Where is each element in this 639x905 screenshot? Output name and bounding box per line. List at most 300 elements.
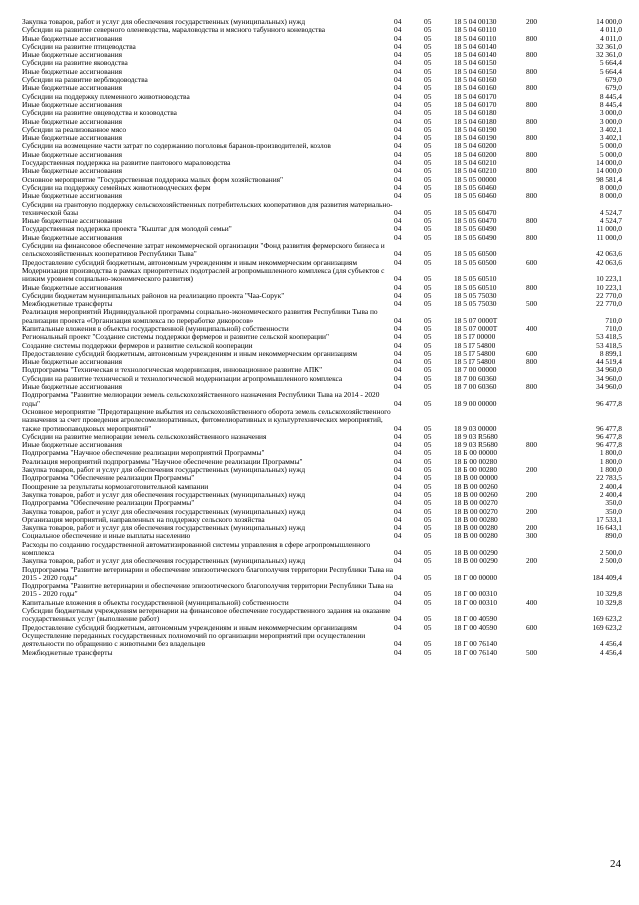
row-section-cell: 04 (394, 482, 402, 491)
row-subsection-cell: 05 (424, 515, 432, 524)
row-name-cell: Капитальные вложения в объекты государственной (муниципальной) собственности (22, 324, 289, 333)
row-name-cell: Иные бюджетные ассигнования (22, 283, 123, 292)
row-expense-type-cell (526, 449, 556, 457)
row-subsection-cell: 05 (424, 449, 432, 458)
row-name-cell: Субсидии бюджетам муниципальных районов на реализацию проекта "Чаа-Сорук" (22, 291, 285, 300)
row-target-article-cell: 18 5 04 00130 (454, 18, 497, 26)
row-section-cell: 04 (394, 341, 402, 350)
table-row (22, 234, 622, 242)
row-name-cell: Иные бюджетные ассигнования (22, 100, 123, 109)
row-expense-type-cell: 400 (526, 598, 538, 607)
table-row (22, 292, 622, 300)
row-target-article-cell: 18 В 00 00280 (454, 532, 498, 541)
row-target-article-cell: 18 Г 00 00310 (454, 589, 498, 599)
row-amount-cell: 10 223,1 (596, 283, 622, 292)
row-amount-cell: 11 000,0 (596, 233, 622, 242)
row-section-cell: 04 (394, 183, 402, 192)
row-amount-cell: 4 011,0 (600, 34, 622, 43)
row-target-article-cell: 18 В 00 00290 (454, 557, 498, 566)
table-row (22, 176, 622, 184)
row-target-article-cell: 18 Б 00 00280 (454, 466, 498, 475)
row-target-article-cell: 18 5 05 60500 (454, 258, 497, 267)
row-section-cell: 04 (394, 100, 402, 109)
row-subsection-cell: 05 (424, 524, 432, 533)
row-name-cell: Закупка товаров, работ и услуг для обеспечения государственных (муниципальных) нужд (22, 557, 306, 566)
row-name-cell: Организация мероприятий, направленных на поддержку сельского хозяйства (22, 515, 265, 524)
row-section-cell: 04 (394, 614, 402, 624)
row-amount-cell: 8 000,0 (599, 192, 622, 201)
table-row (22, 184, 622, 192)
row-amount-cell: 22 770,0 (596, 291, 622, 300)
row-expense-type-cell: 800 (526, 134, 538, 143)
row-name-cell: Субсидии на развитие мелиорации земель сельскохозяйственного назначения (22, 432, 267, 441)
row-expense-type-cell: 500 (526, 300, 538, 309)
row-subsection-cell: 05 (424, 324, 432, 333)
row-subsection-cell: 05 (424, 457, 432, 466)
table-row (22, 582, 622, 599)
row-amount-cell: 34 960,0 (596, 383, 622, 392)
row-target-article-cell: 18 5 07 0000Т (454, 324, 498, 333)
row-section-cell: 04 (394, 441, 402, 450)
row-subsection-cell: 05 (424, 557, 432, 566)
row-name-cell: Осуществление переданных государственных полномочий по организации мероприятий при осуществлении деятельности по обращению с животными без владельцев (22, 631, 366, 649)
table-row (22, 192, 622, 200)
row-target-article-cell: 18 5 05 60500 (454, 249, 497, 259)
row-target-article-cell: 18 9 03 00000 (454, 423, 497, 433)
row-section-cell: 04 (394, 159, 402, 168)
row-amount-cell: 350,0 (605, 507, 622, 516)
row-name-cell: Закупка товаров, работ и услуг для обеспечения государственных (муниципальных) нужд (22, 507, 306, 516)
row-expense-type-cell: 800 (526, 100, 538, 109)
row-amount-cell: 2 400,4 (599, 490, 622, 499)
row-name-cell: Иные бюджетные ассигнования (22, 383, 123, 392)
row-target-article-cell: 18 В 00 00000 (454, 474, 498, 483)
table-row (22, 167, 622, 175)
row-amount-cell: 14 000,0 (596, 18, 622, 26)
table-row (22, 126, 622, 134)
row-amount-cell: 679,0 (605, 76, 622, 85)
row-subsection-cell: 05 (424, 84, 432, 93)
row-section-cell: 04 (394, 466, 402, 475)
row-target-article-cell: 18 5 05 75030 (454, 300, 497, 309)
row-amount-cell: 350,0 (605, 499, 622, 508)
row-name-cell: Субсидии на развитие верблюдоводства (22, 76, 148, 85)
table-row (22, 300, 622, 308)
row-subsection-cell: 05 (424, 432, 432, 441)
row-section-cell: 04 (394, 142, 402, 151)
row-expense-type-cell (526, 408, 556, 433)
row-section-cell: 04 (394, 59, 402, 68)
row-subsection-cell: 05 (424, 366, 432, 375)
row-amount-cell: 32 361,0 (596, 51, 622, 60)
row-section-cell: 04 (394, 84, 402, 93)
table-row (22, 391, 622, 408)
row-section-cell: 04 (394, 34, 402, 43)
row-target-article-cell: 18 Г 00 76140 (454, 639, 498, 649)
table-row (22, 408, 622, 433)
table-row (22, 51, 622, 59)
row-target-article-cell: 18 В 00 00290 (454, 548, 498, 557)
row-target-article-cell: 18 9 03 R5680 (454, 441, 498, 450)
row-name-cell: Иные бюджетные ассигнования (22, 117, 123, 126)
row-subsection-cell: 05 (424, 639, 432, 649)
row-subsection-cell: 05 (424, 134, 432, 143)
row-amount-cell: 4 524,7 (599, 207, 622, 217)
row-target-article-cell: 18 5 I7 54800 (454, 341, 496, 350)
row-expense-type-cell (526, 176, 556, 184)
row-expense-type-cell (526, 516, 556, 524)
row-expense-type-cell (526, 308, 556, 325)
row-expense-type-cell (526, 366, 556, 374)
row-amount-cell: 34 960,0 (596, 366, 622, 375)
row-amount-cell: 10 329,8 (596, 589, 622, 599)
row-subsection-cell: 05 (424, 507, 432, 516)
row-name-cell: Подпрограмма "Развитие ветеринарии и обеспечение эпизоотического благополучия территории Республики Тыва на 2015 - 2020 годы" (22, 565, 394, 582)
row-expense-type-cell (526, 541, 556, 558)
row-subsection-cell: 05 (424, 374, 432, 383)
row-section-cell: 04 (394, 548, 402, 557)
row-name-cell: Субсидии на поддержку племенного животноводства (22, 92, 190, 101)
row-amount-cell: 14 000,0 (596, 167, 622, 176)
table-row (22, 118, 622, 126)
row-section-cell: 04 (394, 398, 402, 408)
row-section-cell: 04 (394, 249, 402, 259)
row-amount-cell: 17 533,1 (596, 515, 622, 524)
row-section-cell: 04 (394, 333, 402, 342)
row-expense-type-cell: 600 (526, 258, 538, 267)
row-amount-cell: 44 519,4 (596, 358, 622, 367)
row-amount-cell: 4 456,4 (599, 648, 622, 657)
row-section-cell: 04 (394, 283, 402, 292)
table-row (22, 342, 622, 350)
row-section-cell: 04 (394, 109, 402, 118)
row-expense-type-cell (526, 109, 556, 117)
budget-table-body (22, 18, 622, 657)
row-subsection-cell: 05 (424, 274, 432, 284)
row-name-cell: Иные бюджетные ассигнования (22, 233, 123, 242)
row-name-cell: Закупка товаров, работ и услуг для обеспечения государственных (муниципальных) нужд (22, 18, 306, 26)
row-section-cell: 04 (394, 572, 402, 582)
row-subsection-cell: 05 (424, 34, 432, 43)
row-section-cell: 04 (394, 557, 402, 566)
table-row (22, 101, 622, 109)
row-target-article-cell: 18 5 04 60200 (454, 150, 497, 159)
row-expense-type-cell: 200 (526, 507, 538, 516)
table-row (22, 84, 622, 92)
row-amount-cell: 710,0 (605, 315, 622, 325)
row-amount-cell: 5 000,0 (599, 142, 622, 151)
row-amount-cell: 1 800,0 (599, 457, 622, 466)
row-amount-cell: 4 456,4 (599, 639, 622, 649)
row-target-article-cell: 18 5 04 60190 (454, 125, 497, 134)
row-amount-cell: 22 783,5 (596, 474, 622, 483)
row-expense-type-cell: 200 (526, 466, 538, 475)
row-amount-cell: 5 664,4 (599, 67, 622, 76)
row-name-cell: Предоставление субсидий бюджетным, автономным учреждениям и иным некоммерческим организациям (22, 258, 358, 267)
row-name-cell: Государственная поддержка на развитие пантового мараловодства (22, 159, 231, 168)
table-row (22, 267, 622, 284)
row-subsection-cell: 05 (424, 598, 432, 607)
row-section-cell: 04 (394, 474, 402, 483)
row-amount-cell: 5 664,4 (599, 59, 622, 68)
table-row (22, 375, 622, 383)
row-subsection-cell: 05 (424, 92, 432, 101)
row-amount-cell: 184 409,4 (592, 572, 622, 582)
row-name-cell: Расходы по созданию государственной автоматизированной системы управления в сфере агропромышленного комплекса (22, 540, 371, 557)
row-name-cell: Региональный проект "Создание системы поддержки фермеров и развитие сельской кооперации" (22, 333, 329, 342)
row-target-article-cell: 18 5 I7 00000 (454, 333, 496, 342)
row-section-cell: 04 (394, 524, 402, 533)
row-target-article-cell: 18 5 05 75030 (454, 291, 497, 300)
row-target-article-cell: 18 5 04 60190 (454, 134, 497, 143)
row-name-cell: Основное мероприятие "Государственная поддержка малых форм хозяйствования" (22, 175, 284, 184)
row-subsection-cell: 05 (424, 614, 432, 624)
row-section-cell: 04 (394, 589, 402, 599)
row-amount-cell: 8 899,1 (599, 349, 622, 358)
row-subsection-cell: 05 (424, 192, 432, 201)
row-name-cell: Закупка товаров, работ и услуг для обеспечения государственных (муниципальных) нужд (22, 490, 306, 499)
row-expense-type-cell (526, 375, 556, 383)
row-section-cell: 04 (394, 423, 402, 433)
row-subsection-cell: 05 (424, 225, 432, 234)
table-row (22, 466, 622, 474)
table-row (22, 649, 622, 657)
table-row (22, 541, 622, 558)
row-expense-type-cell (526, 342, 556, 350)
row-subsection-cell: 05 (424, 383, 432, 392)
row-expense-type-cell (526, 225, 556, 233)
row-amount-cell: 3 402,1 (599, 134, 622, 143)
row-name-cell: Капитальные вложения в объекты государственной (муниципальной) собственности (22, 598, 289, 607)
row-subsection-cell: 05 (424, 51, 432, 60)
row-section-cell: 04 (394, 274, 402, 284)
row-amount-cell: 169 623,2 (592, 614, 622, 624)
row-expense-type-cell: 800 (526, 150, 538, 159)
row-target-article-cell: 18 7 00 60360 (454, 374, 497, 383)
row-target-article-cell: 18 5 04 60180 (454, 109, 497, 118)
row-section-cell: 04 (394, 383, 402, 392)
row-subsection-cell: 05 (424, 159, 432, 168)
row-expense-type-cell (526, 159, 556, 167)
row-name-cell: Иные бюджетные ассигнования (22, 217, 123, 226)
row-target-article-cell: 18 5 04 60110 (454, 34, 497, 43)
row-expense-type-cell: 800 (526, 192, 538, 201)
row-name-cell: Субсидии на развитие птицеводства (22, 42, 136, 51)
row-target-article-cell: 18 В 00 00280 (454, 524, 498, 533)
table-row (22, 68, 622, 76)
table-row (22, 159, 622, 167)
row-section-cell: 04 (394, 300, 402, 309)
row-section-cell: 04 (394, 76, 402, 85)
row-subsection-cell: 05 (424, 398, 432, 408)
row-subsection-cell: 05 (424, 167, 432, 176)
row-name-cell: Иные бюджетные ассигнования (22, 134, 123, 143)
row-expense-type-cell: 800 (526, 283, 538, 292)
row-name-cell: Субсидии на развитие яководства (22, 59, 128, 68)
row-section-cell: 04 (394, 349, 402, 358)
budget-table (22, 18, 622, 657)
row-expense-type-cell (526, 184, 556, 192)
row-name-cell: Реализация мероприятий Индивидуальной программы социально-экономического развития Республики Тыва по реализации проекта «Организация комплекса по переработке дикоросов» (22, 308, 378, 325)
row-subsection-cell: 05 (424, 358, 432, 367)
row-section-cell: 04 (394, 366, 402, 375)
row-target-article-cell: 18 5 I7 54800 (454, 358, 496, 367)
table-row (22, 242, 622, 259)
row-amount-cell: 11 000,0 (596, 225, 622, 234)
row-subsection-cell: 05 (424, 499, 432, 508)
row-name-cell: Подпрограмма "Обеспечение реализации Программы" (22, 474, 195, 483)
row-target-article-cell: 18 5 I7 54800 (454, 349, 496, 358)
table-row (22, 26, 622, 34)
row-name-cell: Государственная поддержка проекта "Кыштаг для молодой семьи" (22, 225, 232, 234)
table-row (22, 499, 622, 507)
row-section-cell: 04 (394, 175, 402, 184)
table-row (22, 151, 622, 159)
row-amount-cell: 679,0 (605, 84, 622, 93)
row-subsection-cell: 05 (424, 183, 432, 192)
table-row (22, 76, 622, 84)
row-section-cell: 04 (394, 507, 402, 516)
row-amount-cell: 4 011,0 (600, 26, 622, 35)
row-target-article-cell: 18 5 04 60110 (454, 26, 497, 35)
row-expense-type-cell: 300 (526, 532, 538, 541)
row-target-article-cell: 18 9 03 R5680 (454, 432, 498, 441)
row-expense-type-cell (526, 632, 556, 649)
row-expense-type-cell (526, 126, 556, 134)
row-expense-type-cell (526, 458, 556, 466)
row-subsection-cell: 05 (424, 42, 432, 51)
row-subsection-cell: 05 (424, 648, 432, 657)
table-row (22, 109, 622, 117)
row-name-cell: Иные бюджетные ассигнования (22, 150, 123, 159)
row-section-cell: 04 (394, 358, 402, 367)
table-row (22, 632, 622, 649)
row-target-article-cell: 18 5 05 60490 (454, 233, 497, 242)
row-amount-cell: 10 223,1 (596, 274, 622, 284)
row-target-article-cell: 18 5 04 60150 (454, 67, 497, 76)
row-subsection-cell: 05 (424, 150, 432, 159)
table-row (22, 532, 622, 540)
table-row (22, 524, 622, 532)
row-name-cell: Иные бюджетные ассигнования (22, 358, 123, 367)
table-row (22, 433, 622, 441)
row-section-cell: 04 (394, 490, 402, 499)
row-expense-type-cell: 800 (526, 51, 538, 60)
row-amount-cell: 32 361,0 (596, 42, 622, 51)
row-expense-type-cell: 800 (526, 233, 538, 242)
row-expense-type-cell (526, 433, 556, 441)
row-subsection-cell: 05 (424, 125, 432, 134)
row-expense-type-cell (526, 26, 556, 34)
row-subsection-cell: 05 (424, 300, 432, 309)
table-row (22, 441, 622, 449)
row-amount-cell: 14 000,0 (596, 159, 622, 168)
row-amount-cell: 8 445,4 (599, 100, 622, 109)
row-section-cell: 04 (394, 92, 402, 101)
row-section-cell: 04 (394, 225, 402, 234)
row-expense-type-cell (526, 267, 556, 284)
row-section-cell: 04 (394, 374, 402, 383)
row-section-cell: 04 (394, 623, 402, 632)
row-name-cell: Иные бюджетные ассигнования (22, 51, 123, 60)
row-target-article-cell: 18 В 00 00270 (454, 499, 498, 508)
row-target-article-cell: 18 5 04 60170 (454, 92, 497, 101)
row-amount-cell: 16 643,1 (596, 524, 622, 533)
row-target-article-cell: 18 В 00 00280 (454, 515, 498, 524)
row-target-article-cell: 18 5 04 60150 (454, 59, 497, 68)
row-subsection-cell: 05 (424, 26, 432, 35)
row-expense-type-cell (526, 93, 556, 101)
row-amount-cell: 96 477,8 (596, 423, 622, 433)
row-name-cell: Субсидии на развитие овцеводства и козоводства (22, 109, 177, 118)
row-expense-type-cell (526, 607, 556, 624)
row-target-article-cell: 18 Б 00 00280 (454, 457, 498, 466)
row-amount-cell: 2 500,0 (599, 557, 622, 566)
row-section-cell: 04 (394, 291, 402, 300)
row-section-cell: 04 (394, 233, 402, 242)
row-expense-type-cell: 600 (526, 349, 538, 358)
row-expense-type-cell (526, 292, 556, 300)
row-target-article-cell: 18 5 05 60470 (454, 207, 497, 217)
row-expense-type-cell (526, 474, 556, 482)
row-expense-type-cell: 800 (526, 117, 538, 126)
row-target-article-cell: 18 5 04 60210 (454, 159, 497, 168)
row-name-cell: Основное мероприятие "Предотвращение выбытия из сельскохозяйственного оборота земель сельскохозяйственного назначения за счет проведения агролесомелиоративных, фитомелиоративных и культуртехнических мероприятий, также противопаводковых мероприятий" (22, 407, 391, 433)
row-name-cell: Иные бюджетные ассигнования (22, 34, 123, 43)
row-expense-type-cell (526, 76, 556, 84)
row-name-cell: Субсидии на грантовую поддержку сельскохозяйственных потребительских кооперативов для развития материально-технической базы (22, 200, 393, 217)
row-subsection-cell: 05 (424, 623, 432, 632)
table-row (22, 43, 622, 51)
row-subsection-cell: 05 (424, 315, 432, 325)
row-expense-type-cell (526, 582, 556, 599)
row-subsection-cell: 05 (424, 589, 432, 599)
row-target-article-cell: 18 5 05 60470 (454, 217, 497, 226)
row-target-article-cell: 18 5 04 60140 (454, 51, 497, 60)
row-subsection-cell: 05 (424, 18, 432, 26)
row-section-cell: 04 (394, 51, 402, 60)
row-subsection-cell: 05 (424, 572, 432, 582)
row-amount-cell: 34 960,0 (596, 374, 622, 383)
row-name-cell: Субсидии на возмещение части затрат по содержанию поголовья баранов-производителей, козлов (22, 142, 331, 151)
row-target-article-cell: 18 5 04 60160 (454, 76, 497, 85)
row-amount-cell: 3 402,1 (599, 125, 622, 134)
row-name-cell: Подпрограмма "Обеспечение реализации Программы" (22, 499, 195, 508)
row-name-cell: Межбюджетные трансферты (22, 300, 113, 309)
row-name-cell: Создание системы поддержки фермеров и развитие сельской кооперации (22, 341, 253, 350)
row-subsection-cell: 05 (424, 217, 432, 226)
row-section-cell: 04 (394, 26, 402, 35)
row-target-article-cell: 18 5 04 60200 (454, 142, 497, 151)
row-section-cell: 04 (394, 192, 402, 201)
table-row (22, 557, 622, 565)
row-name-cell: Закупка товаров, работ и услуг для обеспечения государственных (муниципальных) нужд (22, 524, 306, 533)
row-section-cell: 04 (394, 217, 402, 226)
row-target-article-cell: 18 5 04 60210 (454, 167, 497, 176)
row-amount-cell: 1 800,0 (599, 466, 622, 475)
table-row (22, 566, 622, 583)
row-amount-cell: 4 524,7 (599, 217, 622, 226)
table-row (22, 325, 622, 333)
row-section-cell: 04 (394, 18, 402, 26)
row-expense-type-cell (526, 242, 556, 259)
row-subsection-cell: 05 (424, 341, 432, 350)
row-section-cell: 04 (394, 648, 402, 657)
row-subsection-cell: 05 (424, 233, 432, 242)
row-expense-type-cell: 200 (526, 557, 538, 566)
table-row (22, 458, 622, 466)
row-target-article-cell: 18 Г 00 40590 (454, 614, 498, 624)
